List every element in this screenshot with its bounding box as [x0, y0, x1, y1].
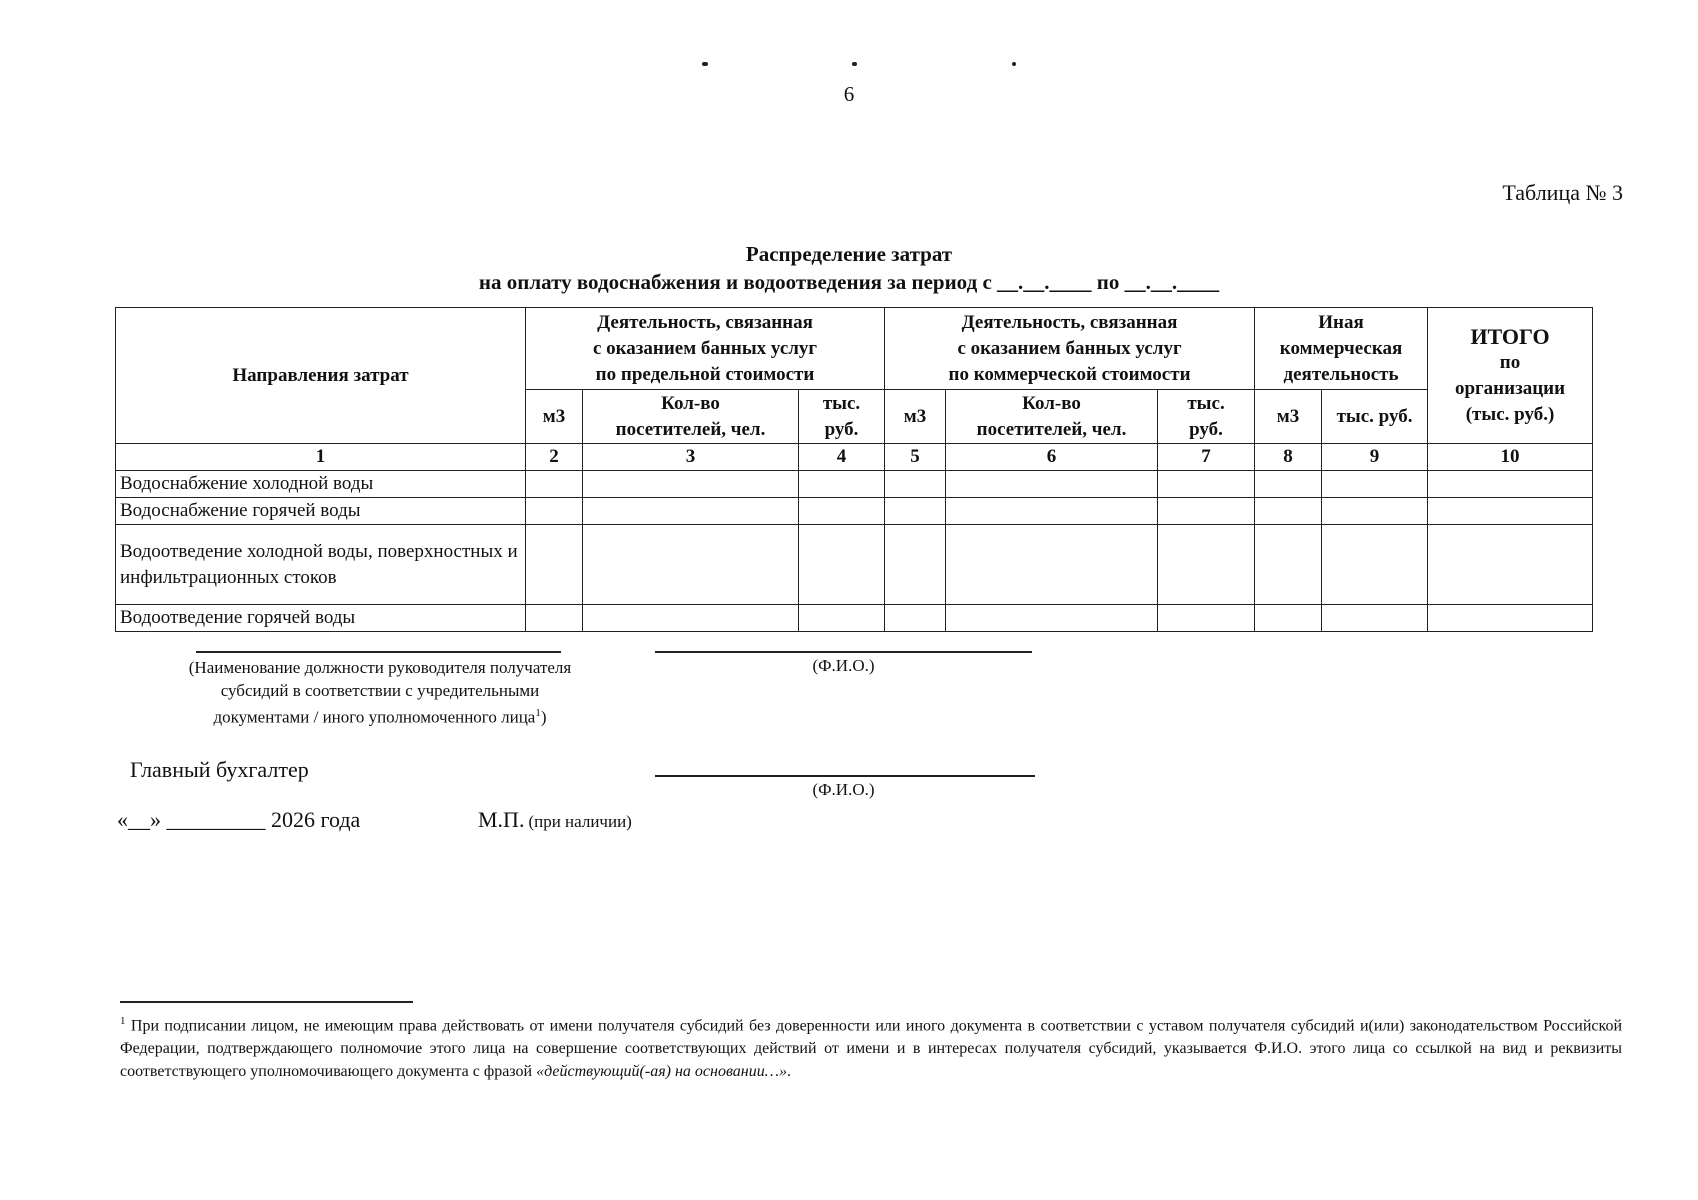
- table-cell[interactable]: [1428, 471, 1593, 498]
- footnote-ref: 1: [535, 707, 541, 719]
- table-cell[interactable]: [1322, 605, 1428, 632]
- footnote-mark: 1: [120, 1015, 126, 1027]
- cost-distribution-table: [115, 307, 1593, 632]
- column-number: 1: [116, 444, 526, 471]
- table-cell[interactable]: [946, 525, 1158, 605]
- table-cell[interactable]: [946, 498, 1158, 525]
- column-number-row: [116, 444, 1593, 471]
- footnote: $^1$ При подписании лицом, не имеющим права действовать от имени получателя субсидий без доверенности или иного документа в соответствии с уставом получателя субсидий и(или) законодательством Российской Федерации, подтверждающего полномочие этого лица на совершение соответствующих действий от имени и в интересах получателя субсидий, указывается Ф.И.О. этого лица со ссылкой на вид и реквизиты соответствующего уполномочивающего документа с фразой «действующий(-ая) на основании…».: [120, 1015, 1622, 1081]
- table-cell[interactable]: [1428, 605, 1593, 632]
- header-group-other-commercial: Иная коммерческая деятельность: [1255, 308, 1428, 390]
- table-cell[interactable]: [1255, 471, 1322, 498]
- table-cell[interactable]: [1158, 498, 1255, 525]
- column-number: 2: [526, 444, 583, 471]
- header-group-commercial-price: Деятельность, связанная с оказанием банных услуг по коммерческой стоимости: [885, 308, 1255, 390]
- chief-accountant-label: Главный бухгалтер: [130, 757, 309, 782]
- table-cell[interactable]: [799, 471, 885, 498]
- subheader-m3: м3: [885, 390, 946, 444]
- subheader-visitors: Кол-во посетителей, чел.: [946, 390, 1158, 444]
- subheader-rub: тыс. руб.: [1158, 390, 1255, 444]
- position-caption: (Наименование должности руководителя получателя субсидий в соответствии с учредительными документами / иного уполномоченного лица$^1$): [188, 658, 572, 727]
- table-row: [116, 471, 1593, 498]
- column-number: 9: [1322, 444, 1428, 471]
- table-cell[interactable]: [885, 605, 946, 632]
- table-cell[interactable]: [946, 605, 1158, 632]
- subheader-rub: тыс. руб.: [1322, 390, 1428, 444]
- table-row: [116, 498, 1593, 525]
- table-cell[interactable]: [583, 605, 799, 632]
- column-number: 4: [799, 444, 885, 471]
- fio-caption-2: (Ф.И.О.): [812, 780, 875, 799]
- table-cell[interactable]: [583, 471, 799, 498]
- table-number: Таблица № 3: [1502, 180, 1623, 205]
- table-cell[interactable]: [1428, 498, 1593, 525]
- table-cell[interactable]: [1158, 525, 1255, 605]
- table-subtitle: на оплату водоснабжения и водоотведения за период с __.__.____ по __.__.____: [478, 270, 1220, 294]
- row-label: Водоснабжение холодной воды: [116, 471, 526, 498]
- table-cell[interactable]: [799, 525, 885, 605]
- subheader-m3: м3: [1255, 390, 1322, 444]
- column-number: 3: [583, 444, 799, 471]
- table-cell[interactable]: [1322, 471, 1428, 498]
- table-cell[interactable]: [885, 471, 946, 498]
- table-cell[interactable]: [526, 605, 583, 632]
- table-cell[interactable]: [1158, 471, 1255, 498]
- table-cell[interactable]: [885, 498, 946, 525]
- table-cell[interactable]: [1255, 498, 1322, 525]
- header-total: ИТОГО по организации (тыс. руб.): [1428, 308, 1593, 444]
- page-number: 6: [843, 82, 855, 106]
- table-row: [116, 605, 1593, 632]
- table-cell[interactable]: [526, 498, 583, 525]
- table-cell[interactable]: [946, 471, 1158, 498]
- table-cell[interactable]: [1255, 605, 1322, 632]
- row-label: Водоснабжение горячей воды: [116, 498, 526, 525]
- header-direction: Направления затрат: [116, 308, 526, 444]
- scan-mark: [852, 62, 857, 66]
- column-number: 10: [1428, 444, 1593, 471]
- table-cell[interactable]: [799, 605, 885, 632]
- subheader-visitors: Кол-во посетителей, чел.: [583, 390, 799, 444]
- table-cell[interactable]: [526, 471, 583, 498]
- table-cell[interactable]: [583, 498, 799, 525]
- footnote-separator: [120, 1001, 413, 1003]
- stamp-placeholder: М.П. (при наличии): [478, 807, 632, 832]
- column-number: 5: [885, 444, 946, 471]
- column-number: 6: [946, 444, 1158, 471]
- column-number: 7: [1158, 444, 1255, 471]
- row-label: Водоотведение холодной воды, поверхностных и инфильтрационных стоков: [116, 525, 526, 605]
- fio-signature-line: [655, 651, 1032, 653]
- table-cell[interactable]: [1322, 525, 1428, 605]
- date-line: «__» _________ 2026 года: [117, 807, 361, 832]
- scan-mark: [702, 62, 708, 66]
- scan-mark: [1012, 62, 1016, 66]
- table-cell[interactable]: [799, 498, 885, 525]
- column-number: 8: [1255, 444, 1322, 471]
- table-title: Распределение затрат: [745, 242, 953, 266]
- table-cell[interactable]: [526, 525, 583, 605]
- header-group-limit-price: Деятельность, связанная с оказанием банных услуг по предельной стоимости: [526, 308, 885, 390]
- position-signature-line: [196, 651, 561, 653]
- table-cell[interactable]: [885, 525, 946, 605]
- table-cell[interactable]: [1428, 525, 1593, 605]
- fio-caption: (Ф.И.О.): [812, 656, 875, 675]
- subheader-m3: м3: [526, 390, 583, 444]
- table-cell[interactable]: [1158, 605, 1255, 632]
- table-cell[interactable]: [1255, 525, 1322, 605]
- subheader-rub: тыс. руб.: [799, 390, 885, 444]
- chief-accountant-signature-line: [655, 775, 1035, 777]
- table-cell[interactable]: [583, 525, 799, 605]
- table-cell[interactable]: [1322, 498, 1428, 525]
- row-label: Водоотведение горячей воды: [116, 605, 526, 632]
- table-row: [116, 525, 1593, 605]
